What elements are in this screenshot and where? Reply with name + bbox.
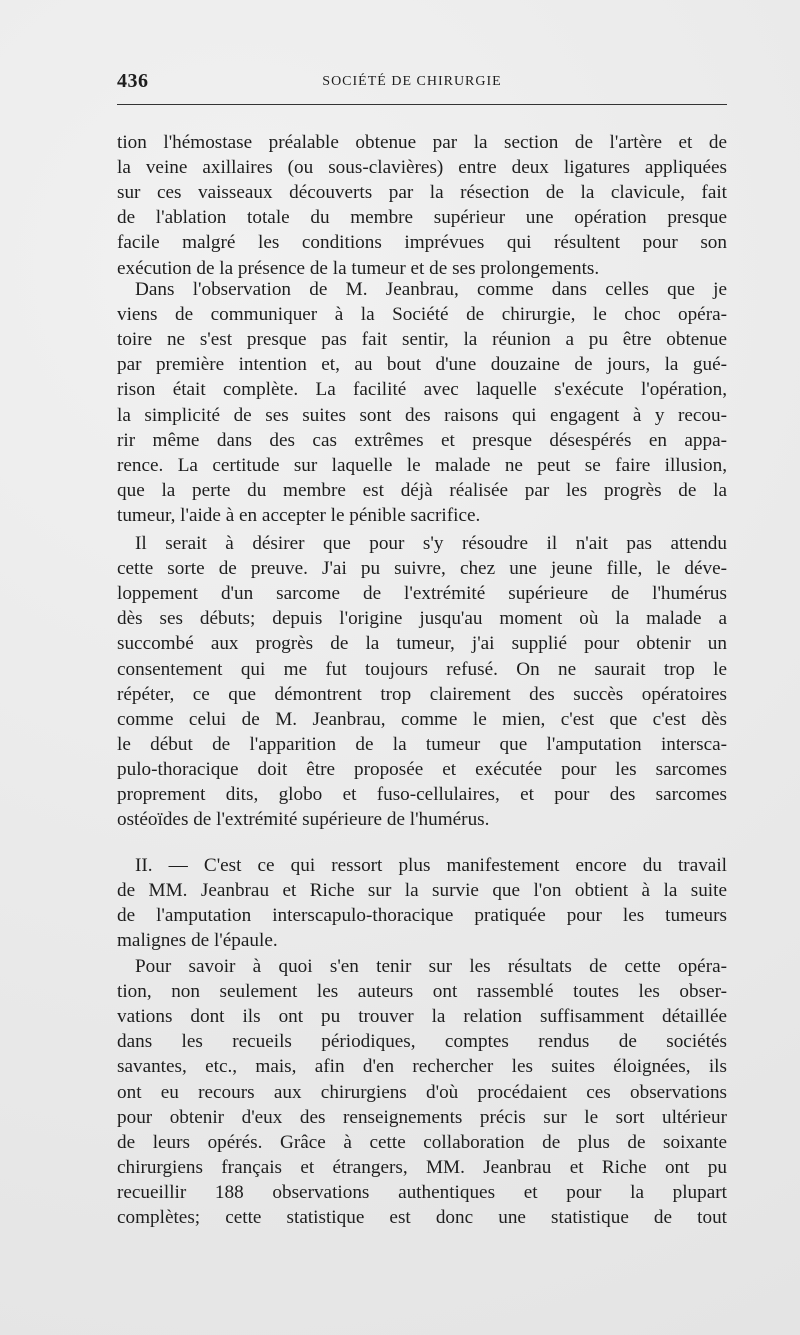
text-line: consentement qui me fut toujours refusé. On ne saurait trop le xyxy=(117,658,727,680)
text-line: ont eu recours aux chirurgiens d'où procédaient ces observations xyxy=(117,1081,727,1103)
text-line: que la perte du membre est déjà réalisée par les progrès de la xyxy=(117,479,727,501)
text-line: comme celui de M. Jeanbrau, comme le mien, c'est que c'est dès xyxy=(117,708,727,730)
text-line: cette sorte de preuve. J'ai pu suivre, chez une jeune fille, le déve- xyxy=(117,558,727,580)
text-line: dès ses débuts; depuis l'origine jusqu'au moment où la malade a xyxy=(117,608,727,630)
text-line: le début de l'apparition de la tumeur que l'amputation intersca- xyxy=(117,733,727,755)
text-line: tion l'hémostase préalable obtenue par la section de l'artère et de xyxy=(117,132,727,153)
header-rule xyxy=(117,104,727,105)
text-line: tion, non seulement les auteurs ont rassemblé toutes les obser- xyxy=(117,981,727,1003)
text-line: de l'ablation totale du membre supérieur une opération presque xyxy=(117,207,727,229)
text-line: la veine axillaires (ou sous-clavières) entre deux ligatures appliquées xyxy=(117,157,727,179)
text-line: rir même dans des cas extrêmes et presque désespérés en appa- xyxy=(117,429,727,451)
text-line: recueillir 188 observations authentiques et pour la plupart xyxy=(117,1181,727,1203)
text-line: rison était complète. La facilité avec laquelle s'exécute l'opération, xyxy=(117,379,727,401)
text-line: répéter, ce que démontrent trop clairement des succès opératoires xyxy=(117,683,727,705)
text-line: Pour savoir à quoi s'en tenir sur les résultats de cette opéra- xyxy=(135,956,727,977)
text-line: succombé aux progrès de la tumeur, j'ai supplié pour obtenir un xyxy=(117,633,727,655)
text-line: de MM. Jeanbrau et Riche sur la survie que l'on obtient à la suite xyxy=(117,880,727,902)
text-line: dans les recueils périodiques, comptes rendus de sociétés xyxy=(117,1031,727,1053)
text-line: ostéoïdes de l'extrémité supérieure de l'humérus. xyxy=(117,809,490,831)
text-line: malignes de l'épaule. xyxy=(117,930,278,952)
text-line: viens de communiquer à la Société de chirurgie, le choc opéra- xyxy=(117,304,727,326)
text-line: rence. La certitude sur laquelle le malade ne peut se faire illusion, xyxy=(117,454,727,476)
text-line: par première intention et, au bout d'une douzaine de jours, la gué- xyxy=(117,354,727,376)
text-line: Dans l'observation de M. Jeanbrau, comme dans celles que je xyxy=(135,279,727,300)
text-line: savantes, etc., mais, afin d'en rechercher les suites éloignées, ils xyxy=(117,1056,727,1078)
text-line: sur ces vaisseaux découverts par la résection de la clavicule, fait xyxy=(117,182,727,204)
text-line: de l'amputation interscapulo-thoracique pratiquée pour les tumeurs xyxy=(117,905,727,927)
text-line: chirurgiens français et étrangers, MM. Jeanbrau et Riche ont pu xyxy=(117,1156,727,1178)
text-line: pour obtenir d'eux des renseignements précis sur le sort ultérieur xyxy=(117,1106,727,1128)
text-line: Il serait à désirer que pour s'y résoudre il n'ait pas attendu xyxy=(135,533,727,554)
text-line: proprement dits, globo et fuso-cellulaires, et pour des sarcomes xyxy=(117,784,727,805)
running-title: SOCIÉTÉ DE CHIRURGIE xyxy=(322,74,502,89)
text-line: de leurs opérés. Grâce à cette collaboration de plus de soixante xyxy=(117,1131,727,1153)
text-line: exécution de la présence de la tumeur et de ses prolongements. xyxy=(117,257,600,279)
text-line: pulo-thoracique doit être proposée et exécutée pour les sarcomes xyxy=(117,758,727,780)
page-number: 436 xyxy=(117,70,149,92)
text-line: la simplicité de ses suites sont des raisons qui engagent à y recou- xyxy=(117,404,727,426)
text-line: loppement d'un sarcome de l'extrémité supérieure de l'humérus xyxy=(117,583,727,605)
text-line: II. — C'est ce qui ressort plus manifestement encore du travail xyxy=(135,855,727,876)
text-line: complètes; cette statistique est donc une statistique de tout xyxy=(117,1207,727,1228)
text-line: toire ne s'est presque pas fait sentir, la réunion a pu être obtenue xyxy=(117,329,727,351)
text-line: tumeur, l'aide à en accepter le pénible sacrifice. xyxy=(117,504,481,526)
text-line: facile malgré les conditions imprévues qui résultent pour son xyxy=(117,232,727,254)
text-line: vations dont ils ont pu trouver la relation suffisamment détaillée xyxy=(117,1006,727,1028)
